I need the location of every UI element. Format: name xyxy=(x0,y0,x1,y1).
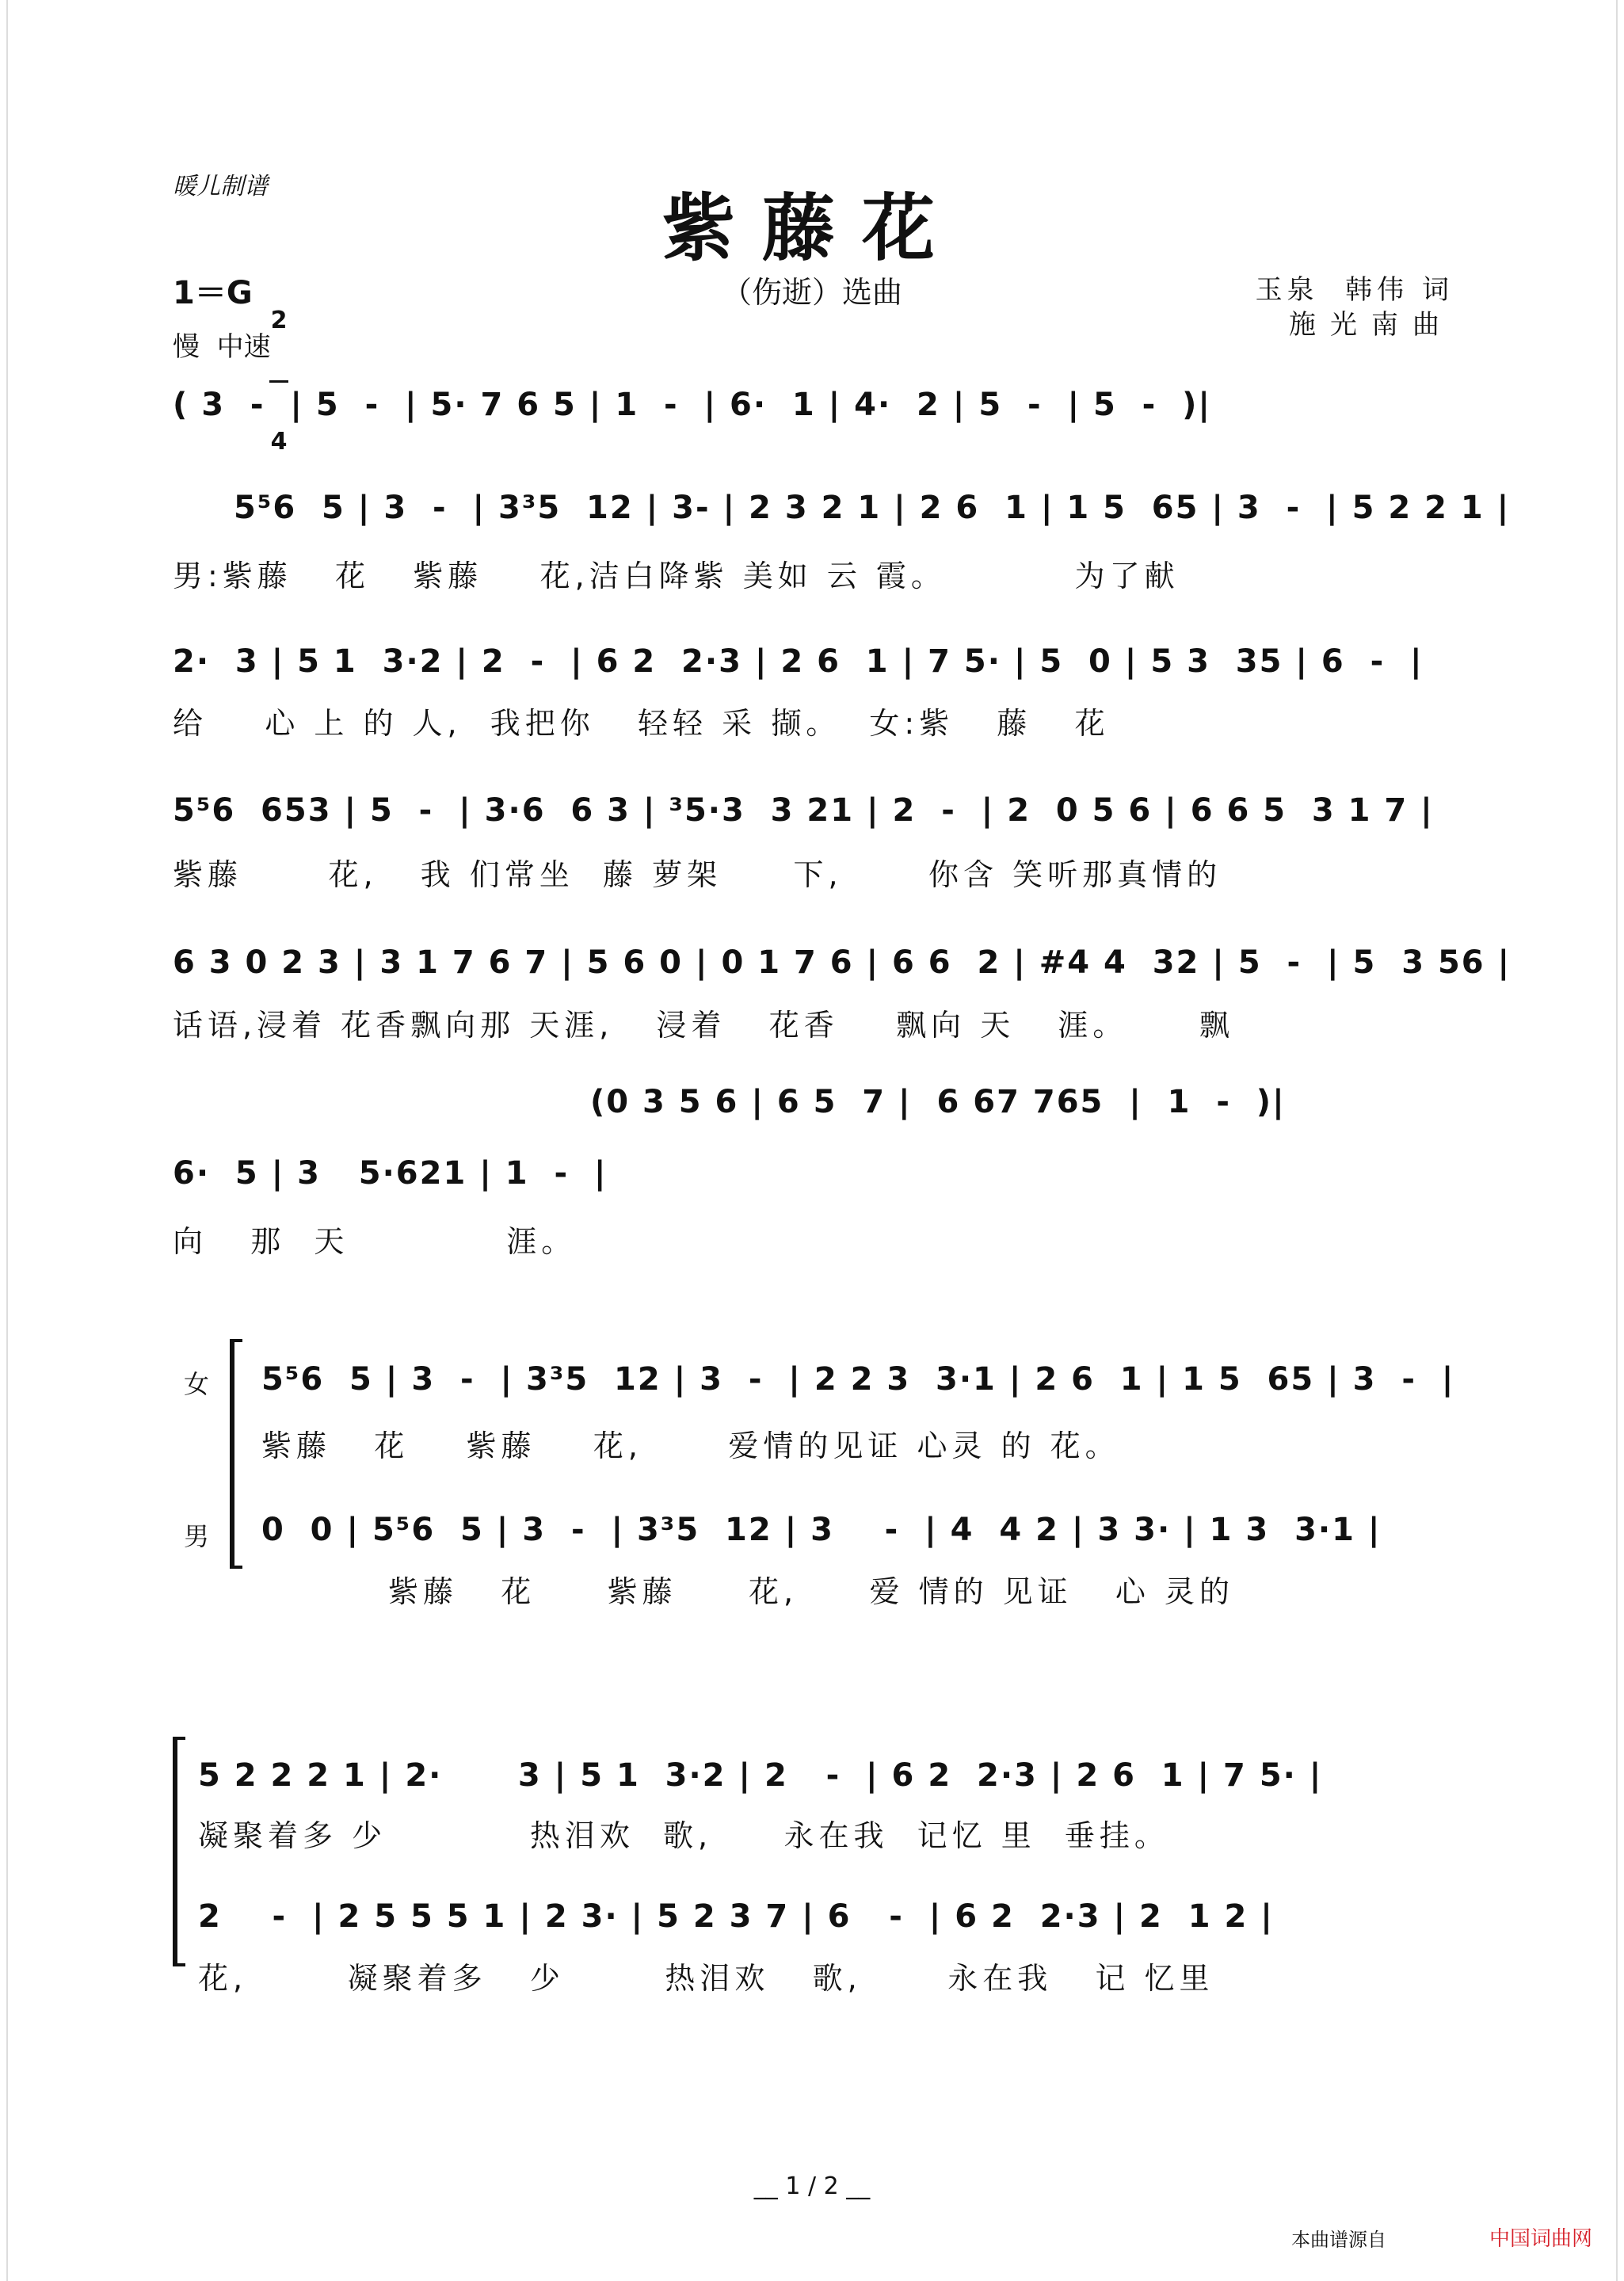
source-label: 本曲谱源自 xyxy=(1291,2229,1386,2251)
subtitle: （伤逝）选曲 xyxy=(721,275,902,310)
lyricist-credit: 玉泉 韩伟 词 xyxy=(1255,274,1454,306)
male-notes: 0 0 | 5⁵6 5 | 3 - | 3³5 12 | 3 - | 4 4 2 | 3 3· | 1 3 3·1 | xyxy=(261,1512,1382,1548)
score-line-lyrics: 男:紫藤 花 紫藤 花,洁白降紫 美如 云 霞。 为了献 xyxy=(173,559,1180,593)
male-notes: 2 - | 2 5 5 5 1 | 2 3· | 5 2 3 7 | 6 - | 6 2 2·3 | 2 1 2 | xyxy=(198,1898,1274,1935)
score-line-lyrics: 给 心 上 的 人, 我把你 轻轻 采 撷。 女:紫 藤 花 xyxy=(173,706,1110,741)
score-line-notes: 5⁵6 5 | 3 - | 3³5 12 | 3- | 2 3 2 1 | 2 6 1 | 1 5 65 | 3 - | 5 2 2 1 | xyxy=(234,490,1511,526)
time-signature-top: 2 xyxy=(270,307,288,334)
female-lyrics: 凝聚着多 少 热泪欢 歌, 永在我 记忆 里 垂挂。 xyxy=(198,1818,1169,1853)
time-signature xyxy=(269,261,288,478)
female-part-label: 女 xyxy=(184,1369,210,1399)
score-line-notes: 6· 5 | 3 5·621 | 1 - | xyxy=(173,1155,608,1192)
system-brace xyxy=(230,1339,242,1569)
page-number: __ 1 / 2 __ xyxy=(753,2172,871,2200)
tempo-marking: 慢 中速 xyxy=(173,331,271,363)
right-margin-strip xyxy=(1599,0,1618,2281)
composer-credit: 施光南曲 xyxy=(1289,309,1454,341)
score-maker: 暖儿制谱 xyxy=(173,173,268,200)
male-lyrics: 紫藤 花 紫藤 花, 爱 情的 见证 心 灵的 xyxy=(388,1574,1234,1609)
score-line-notes: 2· 3 | 5 1 3·2 | 2 - | 6 2 2·3 | 2 6 1 | 7 5· | 5 0 | 5 3 35 | 6 - | xyxy=(173,643,1424,680)
page-title: 紫藤花 xyxy=(661,185,962,271)
female-notes: 5⁵6 5 | 3 - | 3³5 12 | 3 - | 2 2 3 3·1 | 2 6 1 | 1 5 65 | 3 - | xyxy=(261,1361,1455,1398)
female-notes: 5 2 2 2 1 | 2· 3 | 5 1 3·2 | 2 - | 6 2 2·3 | 2 6 1 | 7 5· | xyxy=(198,1757,1323,1794)
male-part-label: 男 xyxy=(184,1521,210,1551)
score-line-notes: 5⁵6 653 | 5 - | 3·6 6 3 | ³5·3 3 21 | 2 - | 2 0 5 6 | 6 6 5 3 1 7 | xyxy=(173,792,1434,829)
score-line-lyrics: 话语,浸着 花香飘向那 天涯, 浸着 花香 飘向 天 涯。 飘 xyxy=(173,1008,1234,1043)
score-line-lyrics: 向 那 天 涯。 xyxy=(173,1224,577,1259)
site-link[interactable]: 中国词曲网 xyxy=(1489,2227,1592,2251)
score-line-lyrics: 紫藤 花, 我 们常坐 藤 萝架 下, 你含 笑听那真情的 xyxy=(173,857,1222,892)
time-signature-bottom: 4 xyxy=(270,428,288,456)
key-signature: 1＝G xyxy=(173,275,253,311)
male-lyrics: 花, 凝聚着多 少 热泪欢 歌, 永在我 记 忆里 xyxy=(198,1961,1214,1996)
system-brace xyxy=(173,1737,185,1966)
interlude-notes: (0 3 5 6 | 6 5 7 | 6 67 765 | 1 - )| xyxy=(590,1084,1286,1120)
score-line-notes: ( 3 - | 5 - | 5· 7 6 5 | 1 - | 6· 1 | 4· 2 | 5 - | 5 - )| xyxy=(173,387,1212,423)
left-margin-strip xyxy=(6,0,25,2281)
score-line-notes: 6 3 0 2 3 | 3 1 7 6 7 | 5 6 0 | 0 1 7 6 | 6 6 2 | #4 4 32 | 5 - | 5 3 56 | xyxy=(173,944,1512,981)
female-lyrics: 紫藤 花 紫藤 花, 爱情的见证 心灵 的 花。 xyxy=(261,1428,1120,1463)
